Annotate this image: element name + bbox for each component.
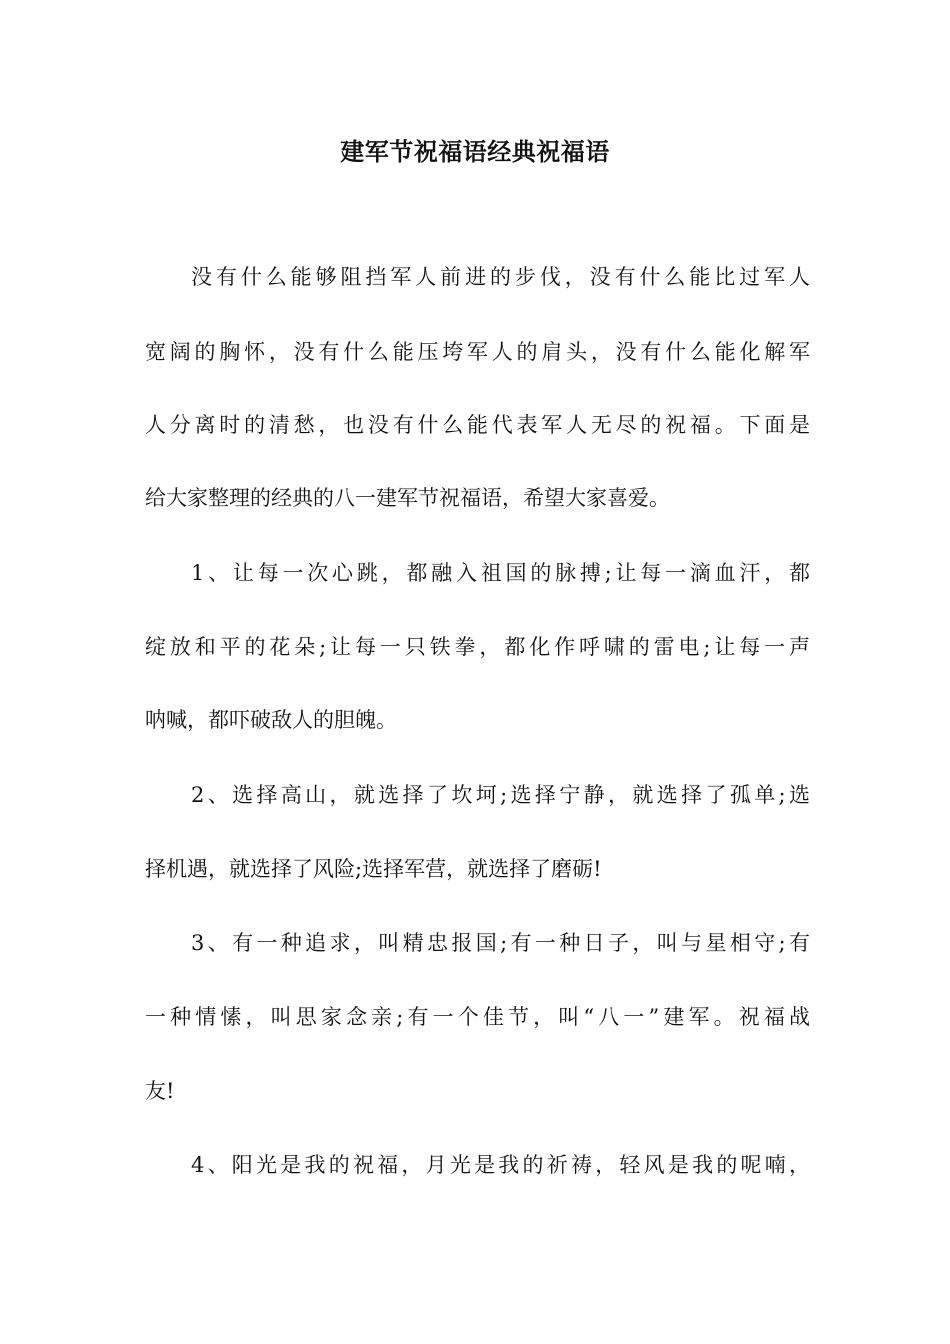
item-3-line-3: 友!	[145, 1079, 175, 1103]
item-1-line-3: 呐喊，都吓破敌人的胆魄。	[145, 708, 397, 732]
item-4-line-1: 4、阳光是我的祝福，月光是我的祈祷，轻风是我的呢喃，	[191, 1153, 810, 1177]
item-2-line-2: 择机遇，就选择了风险;选择军营，就选择了磨砺!	[145, 857, 602, 881]
intro-line-4: 给大家整理的经典的八一建军节祝福语，希望大家喜爱。	[145, 486, 670, 510]
item-2-line-1: 2、选择高山，就选择了坎坷;选择宁静，就选择了孤单;选	[191, 783, 810, 807]
document-title: 建军节祝福语经典祝福语	[340, 137, 610, 166]
intro-line-1: 没有什么能够阻挡军人前进的步伐，没有什么能比过军人	[191, 265, 810, 289]
intro-line-2: 宽阔的胸怀，没有什么能压垮军人的肩头，没有什么能化解军	[145, 340, 810, 364]
intro-line-3: 人分离时的清愁，也没有什么能代表军人无尽的祝福。下面是	[145, 413, 810, 437]
item-1-line-2: 绽放和平的花朵;让每一只铁拳，都化作呼啸的雷电;让每一声	[145, 635, 810, 659]
item-1-line-1: 1、让每一次心跳，都融入祖国的脉搏;让每一滴血汗，都	[191, 561, 810, 585]
item-3-line-1: 3、有一种追求，叫精忠报国;有一种日子，叫与星相守;有	[191, 931, 810, 955]
item-3-line-2: 一种情愫，叫思家念亲;有一个佳节，叫“八一”建军。祝福战	[145, 1005, 810, 1029]
